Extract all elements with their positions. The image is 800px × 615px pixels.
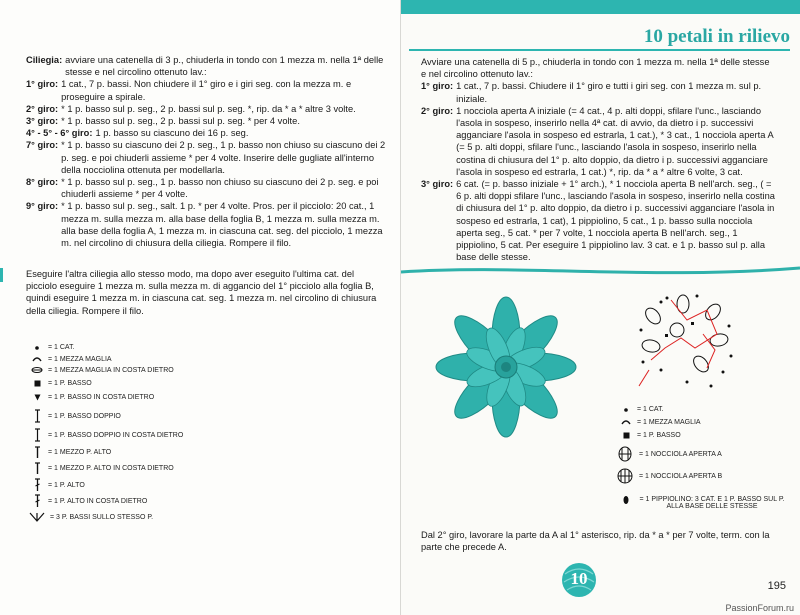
instruction-row: 3° giro: 6 cat. (= p. basso iniziale + 1° arch.), * 1 nocciola aperta B nell'arch. seg., ( = 6 p. alti doppi sfilare l'unc., lasciando l'asola in sospeso, inserirlo nella costina di chiusura del 1° p. alto doppio, da dietro i p. successivi agganciare l'asola in sospeso ed estrarla, 1 cat), 1 pippiolino, 5 cat., 1 p. basso sulla nocciola aperta seg., 5 cat. * per 7 volte, 1 nocciola aperta B nell'arch. seg., 1 pippiolino, 5 cat. Per eseguire 1 pippiolino lav. 3 cat. e 1 p. basso sul p. alla base delle stesse.	[421, 179, 775, 263]
instruction-row: 7° giro: * 1 p. basso su ciascuno dei 2 p. seg., 1 p. basso non chiuso su ciascuno dei 2 p. seg. e poi chiuderli assieme * per 4 volte. Inserire delle gugliate all'interno della nocciolina ottenuta per modellarla.	[26, 140, 386, 175]
legend-item: = 1 MEZZA MAGLIA IN COSTA DIETRO	[30, 366, 174, 374]
instruction-row: Ciliegia: avviare una catenella di 3 p., chiuderla in tondo con 1 mezza m. nella 1ª delle stesse e nel circolino ottenuto lav.:	[26, 55, 384, 78]
legend-item: = 3 P. BASSI SULLO STESSO P.	[28, 512, 153, 522]
open-nut-a-icon	[615, 446, 635, 462]
dot-icon	[30, 345, 44, 351]
legend-item: = 1 NOCCIOLA APERTA B	[615, 468, 722, 484]
legend-item: = 1 P. BASSO	[30, 380, 92, 387]
half-dc-back-icon	[30, 462, 44, 475]
legend-item: = 1 P. BASSO DOPPIO	[30, 409, 121, 423]
treble-back-icon	[30, 494, 44, 508]
instruction-row: 1° giro: 1 cat., 7 p. bassi. Chiudere il 1° giro e tutti i giri seg. con 1 mezza m. sul p. iniziale.	[421, 81, 762, 104]
half-dc-icon	[30, 446, 44, 459]
crochet-chart-diagram	[631, 290, 741, 400]
top-color-band	[401, 0, 800, 14]
instruction-row: 1° giro: 1 cat., 7 p. bassi. Non chiudere il 1° giro e i giri seg. con la mezza m. e proseguire a spirale.	[26, 79, 352, 102]
instruction-row: 8° giro: * 1 p. basso sul p. seg., 1 p. basso non chiuso su ciascuno dei 2 p. seg. e poi chiuderli assieme * per 4 volte.	[26, 177, 379, 200]
slip-stitch-icon	[30, 355, 44, 363]
open-nut-b-icon	[615, 468, 635, 484]
slip-stitch-icon	[619, 418, 633, 426]
instruction-row: 3° giro: * 1 p. basso sul p. seg., 2 p. bassi sul p. seg. * per 4 volte.	[26, 116, 300, 127]
legend-item: = 1 CAT.	[30, 344, 75, 351]
dc-double-icon	[30, 409, 44, 423]
legend-item: = 1 MEZZA MAGLIA	[30, 355, 112, 363]
yarn-strand	[401, 258, 800, 288]
picot-icon	[619, 496, 633, 506]
dc-double-back-icon	[30, 428, 44, 442]
legend-item: = 1 P. BASSO DOPPIO IN COSTA DIETRO	[30, 428, 183, 442]
treble-icon	[30, 478, 44, 492]
legend-item: = 1 P. BASSO	[619, 432, 681, 439]
slip-stitch-back-loop-icon	[30, 366, 44, 374]
watermark: PassionForum.ru	[725, 603, 794, 613]
legend-item: = 1 P. ALTO	[30, 478, 85, 492]
three-sc-same-icon	[28, 512, 46, 522]
intro-text: Avviare una catenella di 5 p., chiuderla in tondo con 1 mezza m. nella 1ª delle stesse e nel circolino ottenuto lav.:	[421, 57, 770, 80]
page-title: 10 petali in rilievo	[643, 26, 790, 47]
instruction-row: 9° giro: * 1 p. basso sul p. seg., salt. 1 p. * per 4 volte. Pros. per il picciolo: 20 cat., 1 mezza m. sulla mezza m. alla base della foglia B, 1 mezza m. sulla mezza m. alla base della foglia A, 1 mezza m. in ciascuna cat. seg. del picciolo, 1 mezza m. nel circolino di chiusura della ciliegia. Rompere il filo.	[26, 201, 383, 249]
instruction-row: 2° giro: 1 nocciola aperta A iniziale (= 4 cat., 4 p. alti doppi, sfilare l'unc., lasciando l'asola in sospeso, inserirlo nella 4ª cat. di avvio, da dietro i p. successivi agganciare l'asola in sospeso ed estrarla, 1 cat.), * 3 cat., 1 nocciola aperta A (= 5 p. alti doppi, sfilare l'unc., lasciando l'asola in sospeso, inserirlo nella costina di chiusura del 1° p. alto doppio, da dietro i p. successivi agganciare l'asola in sospeso ed estrarla, 1 cat.) *, rip. da * a * altre 6 volte, 3 cat.	[421, 105, 774, 177]
legend-item: = 1 CAT.	[619, 406, 664, 413]
legend-item: = 1 MEZZO P. ALTO IN COSTA DIETRO	[30, 462, 174, 475]
dot-icon	[619, 407, 633, 413]
triangle-down-icon	[30, 394, 44, 401]
legend-item: = 1 P. BASSO IN COSTA DIETRO	[30, 394, 154, 401]
legend-item: = 1 PIPPIOLINO: 3 CAT. E 1 P. BASSO SUL P. ALLA BASE DELLE STESSE	[619, 496, 787, 510]
legend-item: = 1 P. ALTO IN COSTA DIETRO	[30, 494, 147, 508]
left-instructions	[26, 54, 386, 249]
square-icon	[30, 380, 44, 387]
pattern-number-badge	[559, 560, 599, 605]
badge-number: 10	[570, 569, 588, 588]
instruction-row: 2° giro: * 1 p. basso sul p. seg., 2 p. bassi sul p. seg. *, rip. da * a * altre 3 volte.	[26, 103, 356, 114]
left-paragraph: Eseguire l'altra ciliegia allo stesso modo, ma dopo aver eseguito l'ultima cat. del picciolo eseguire 1 mezza m. sulla mezza m. di aggancio del 1° picciolo alla foglia B, quindi eseguire 1 mezza m. in ciascuna cat. seg. 1 mezza m. nel circolino di chiusura della ciliegia. Rompere il filo.	[26, 269, 377, 316]
legend-item: = 1 MEZZA MAGLIA	[619, 418, 701, 426]
right-page	[401, 0, 800, 615]
page-number: 195	[767, 580, 786, 592]
title-bar	[409, 26, 790, 51]
square-icon	[619, 432, 633, 439]
instruction-row: 4° - 5° - 6° giro: 1 p. basso su ciascuno dei 16 p. seg.	[26, 128, 249, 139]
crochet-flower-photo	[431, 292, 581, 442]
side-tab-marker	[0, 268, 9, 282]
legend-item: = 1 MEZZO P. ALTO	[30, 446, 111, 459]
diagram-caption: Dal 2° giro, lavorare la parte da A al 1° asterisco, rip. da * a * per 7 volte, term. con la parte che precede A.	[421, 530, 770, 553]
right-instructions	[421, 56, 777, 263]
legend-item: = 1 NOCCIOLA APERTA A	[615, 446, 722, 462]
